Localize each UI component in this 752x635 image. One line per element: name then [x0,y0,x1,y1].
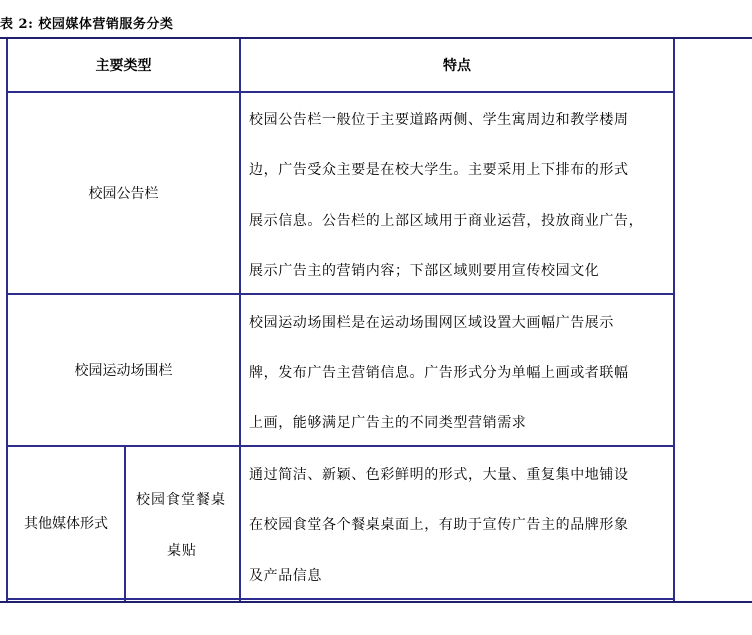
table-divider-subcolumn [124,446,126,601]
row2-type: 校园运动场围栏 [74,363,173,379]
row3-subtype-line: 桌贴 [167,543,197,559]
row1-feature-line: 边，广告受众主要是在校大学生。主要采用上下排布的形式 [249,162,629,178]
row1-feature-line: 校园公告栏一般位于主要道路两侧、学生寓周边和教学楼周 [249,112,629,128]
header-features: 特点 [443,58,471,74]
row3-feature-line: 及产品信息 [249,568,322,584]
bottom-rule [0,601,752,603]
table-border-bottom [6,598,675,600]
row3-feature-line: 通过简洁、新颖、色彩鲜明的形式，大量、重复集中地铺设 [249,467,629,483]
row1-type: 校园公告栏 [88,186,159,202]
row3-feature-line: 在校园食堂各个餐桌桌面上，有助于宣传广告主的品牌形象 [249,517,629,533]
row2-feature-line: 上画，能够满足广告主的不同类型营销需求 [249,415,527,431]
table-divider-column [239,39,241,601]
table-caption: 表 2: 校园媒体营销服务分类 [0,17,174,32]
row3-type: 其他媒体形式 [24,515,108,532]
header-type: 主要类型 [95,58,152,74]
row1-feature-line: 展示广告主的营销内容；下部区域则要用宣传校园文化 [249,263,600,279]
table-border-right [673,39,675,601]
row1-feature-line: 展示信息。公告栏的上部区域用于商业运营，投放商业广告， [249,213,644,229]
row2-feature-line: 校园运动场围栏是在运动场围网区域设置大画幅广告展示 [249,315,614,331]
row2-feature-line: 牌，发布广告主营销信息。广告形式分为单幅上画或者联幅 [249,365,629,381]
row3-subtype-line: 校园食堂餐桌 [136,492,226,508]
